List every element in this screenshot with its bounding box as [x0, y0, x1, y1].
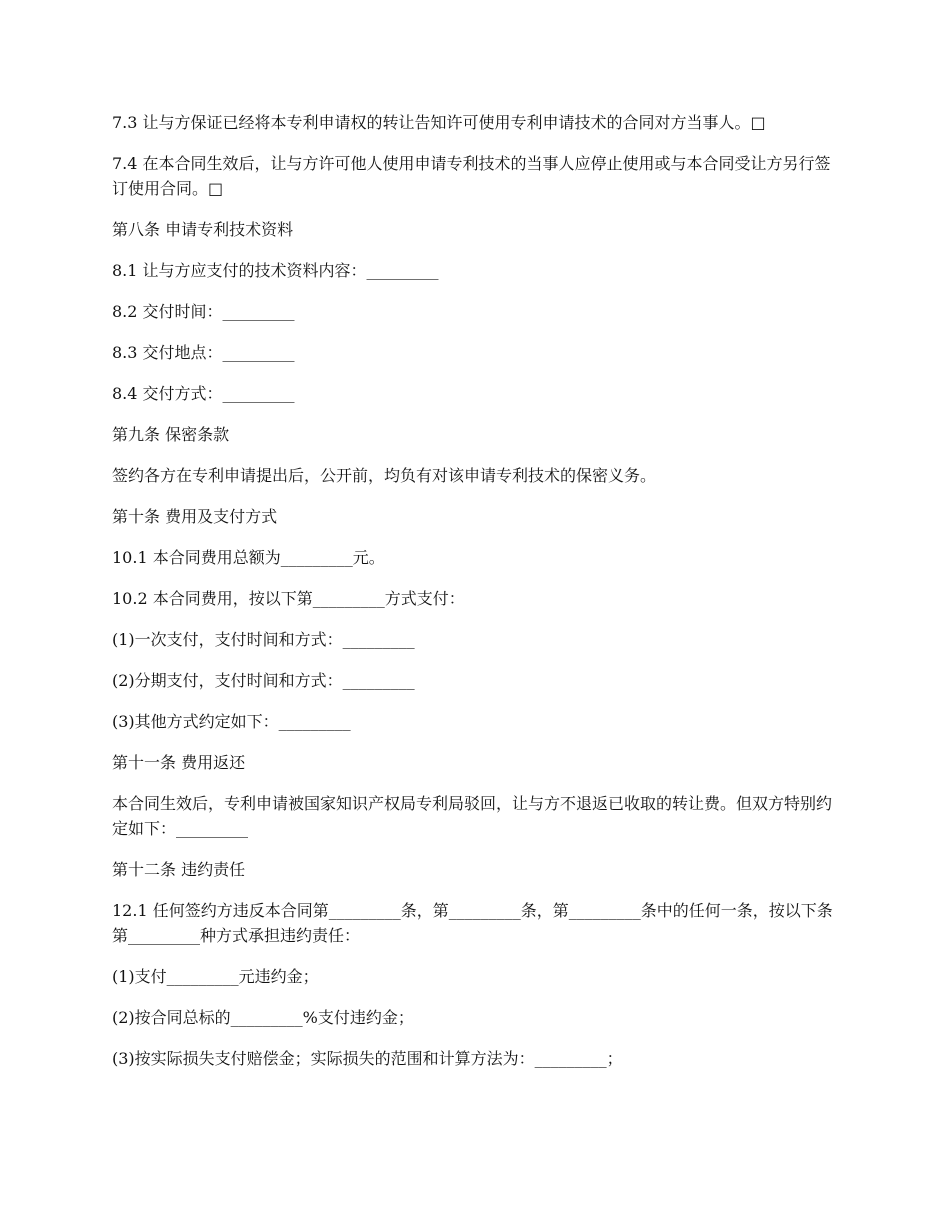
article-12-heading: 第十二条 违约责任 [112, 860, 246, 879]
clause-8-1: 8.1 让与方应支付的技术资料内容：_________ [112, 261, 439, 280]
clause-7-3: 7.3 让与方保证已经将本专利申请权的转让告知许可使用专利申请技术的合同对方当事人。□ [112, 113, 766, 132]
clause-10-2-option-1: (1)一次支付，支付时间和方式：_________ [112, 630, 415, 649]
clause-12-1: 12.1 任何签约方违反本合同第_________条，第_________条，第_________条中的任何一条，按以下条第_________种方式承担违约责任： [112, 901, 833, 945]
document-body [112, 110, 842, 1087]
clause-10-2-option-2: (2)分期支付，支付时间和方式：_________ [112, 671, 415, 690]
clause-8-4: 8.4 交付方式：_________ [112, 384, 295, 403]
clause-8-3: 8.3 交付地点：_________ [112, 343, 295, 362]
clause-11: 本合同生效后，专利申请被国家知识产权局专利局驳回，让与方不退返已收取的转让费。但双方特别约定如下：_________ [112, 794, 833, 838]
article-10-heading: 第十条 费用及支付方式 [112, 507, 278, 526]
clause-10-1: 10.1 本合同费用总额为_________元。 [112, 548, 385, 567]
clause-10-2-option-3: (3)其他方式约定如下：_________ [112, 712, 351, 731]
clause-8-2: 8.2 交付时间：_________ [112, 302, 295, 321]
clause-10-2: 10.2 本合同费用，按以下第_________方式支付： [112, 589, 465, 608]
clause-12-1-option-3: (3)按实际损失支付赔偿金；实际损失的范围和计算方法为：_________； [112, 1049, 623, 1068]
clause-12-1-option-2: (2)按合同总标的_________%支付违约金； [112, 1008, 414, 1027]
article-11-heading: 第十一条 费用返还 [112, 753, 246, 772]
article-8-heading: 第八条 申请专利技术资料 [112, 220, 294, 239]
clause-7-4: 7.4 在本合同生效后，让与方许可他人使用申请专利技术的当事人应停止使用或与本合同受让方另行签订使用合同。□ [112, 154, 831, 198]
clause-9: 签约各方在专利申请提出后，公开前，均负有对该申请专利技术的保密义务。 [112, 466, 657, 485]
clause-12-1-option-1: (1)支付_________元违约金； [112, 967, 319, 986]
article-9-heading: 第九条 保密条款 [112, 425, 230, 444]
